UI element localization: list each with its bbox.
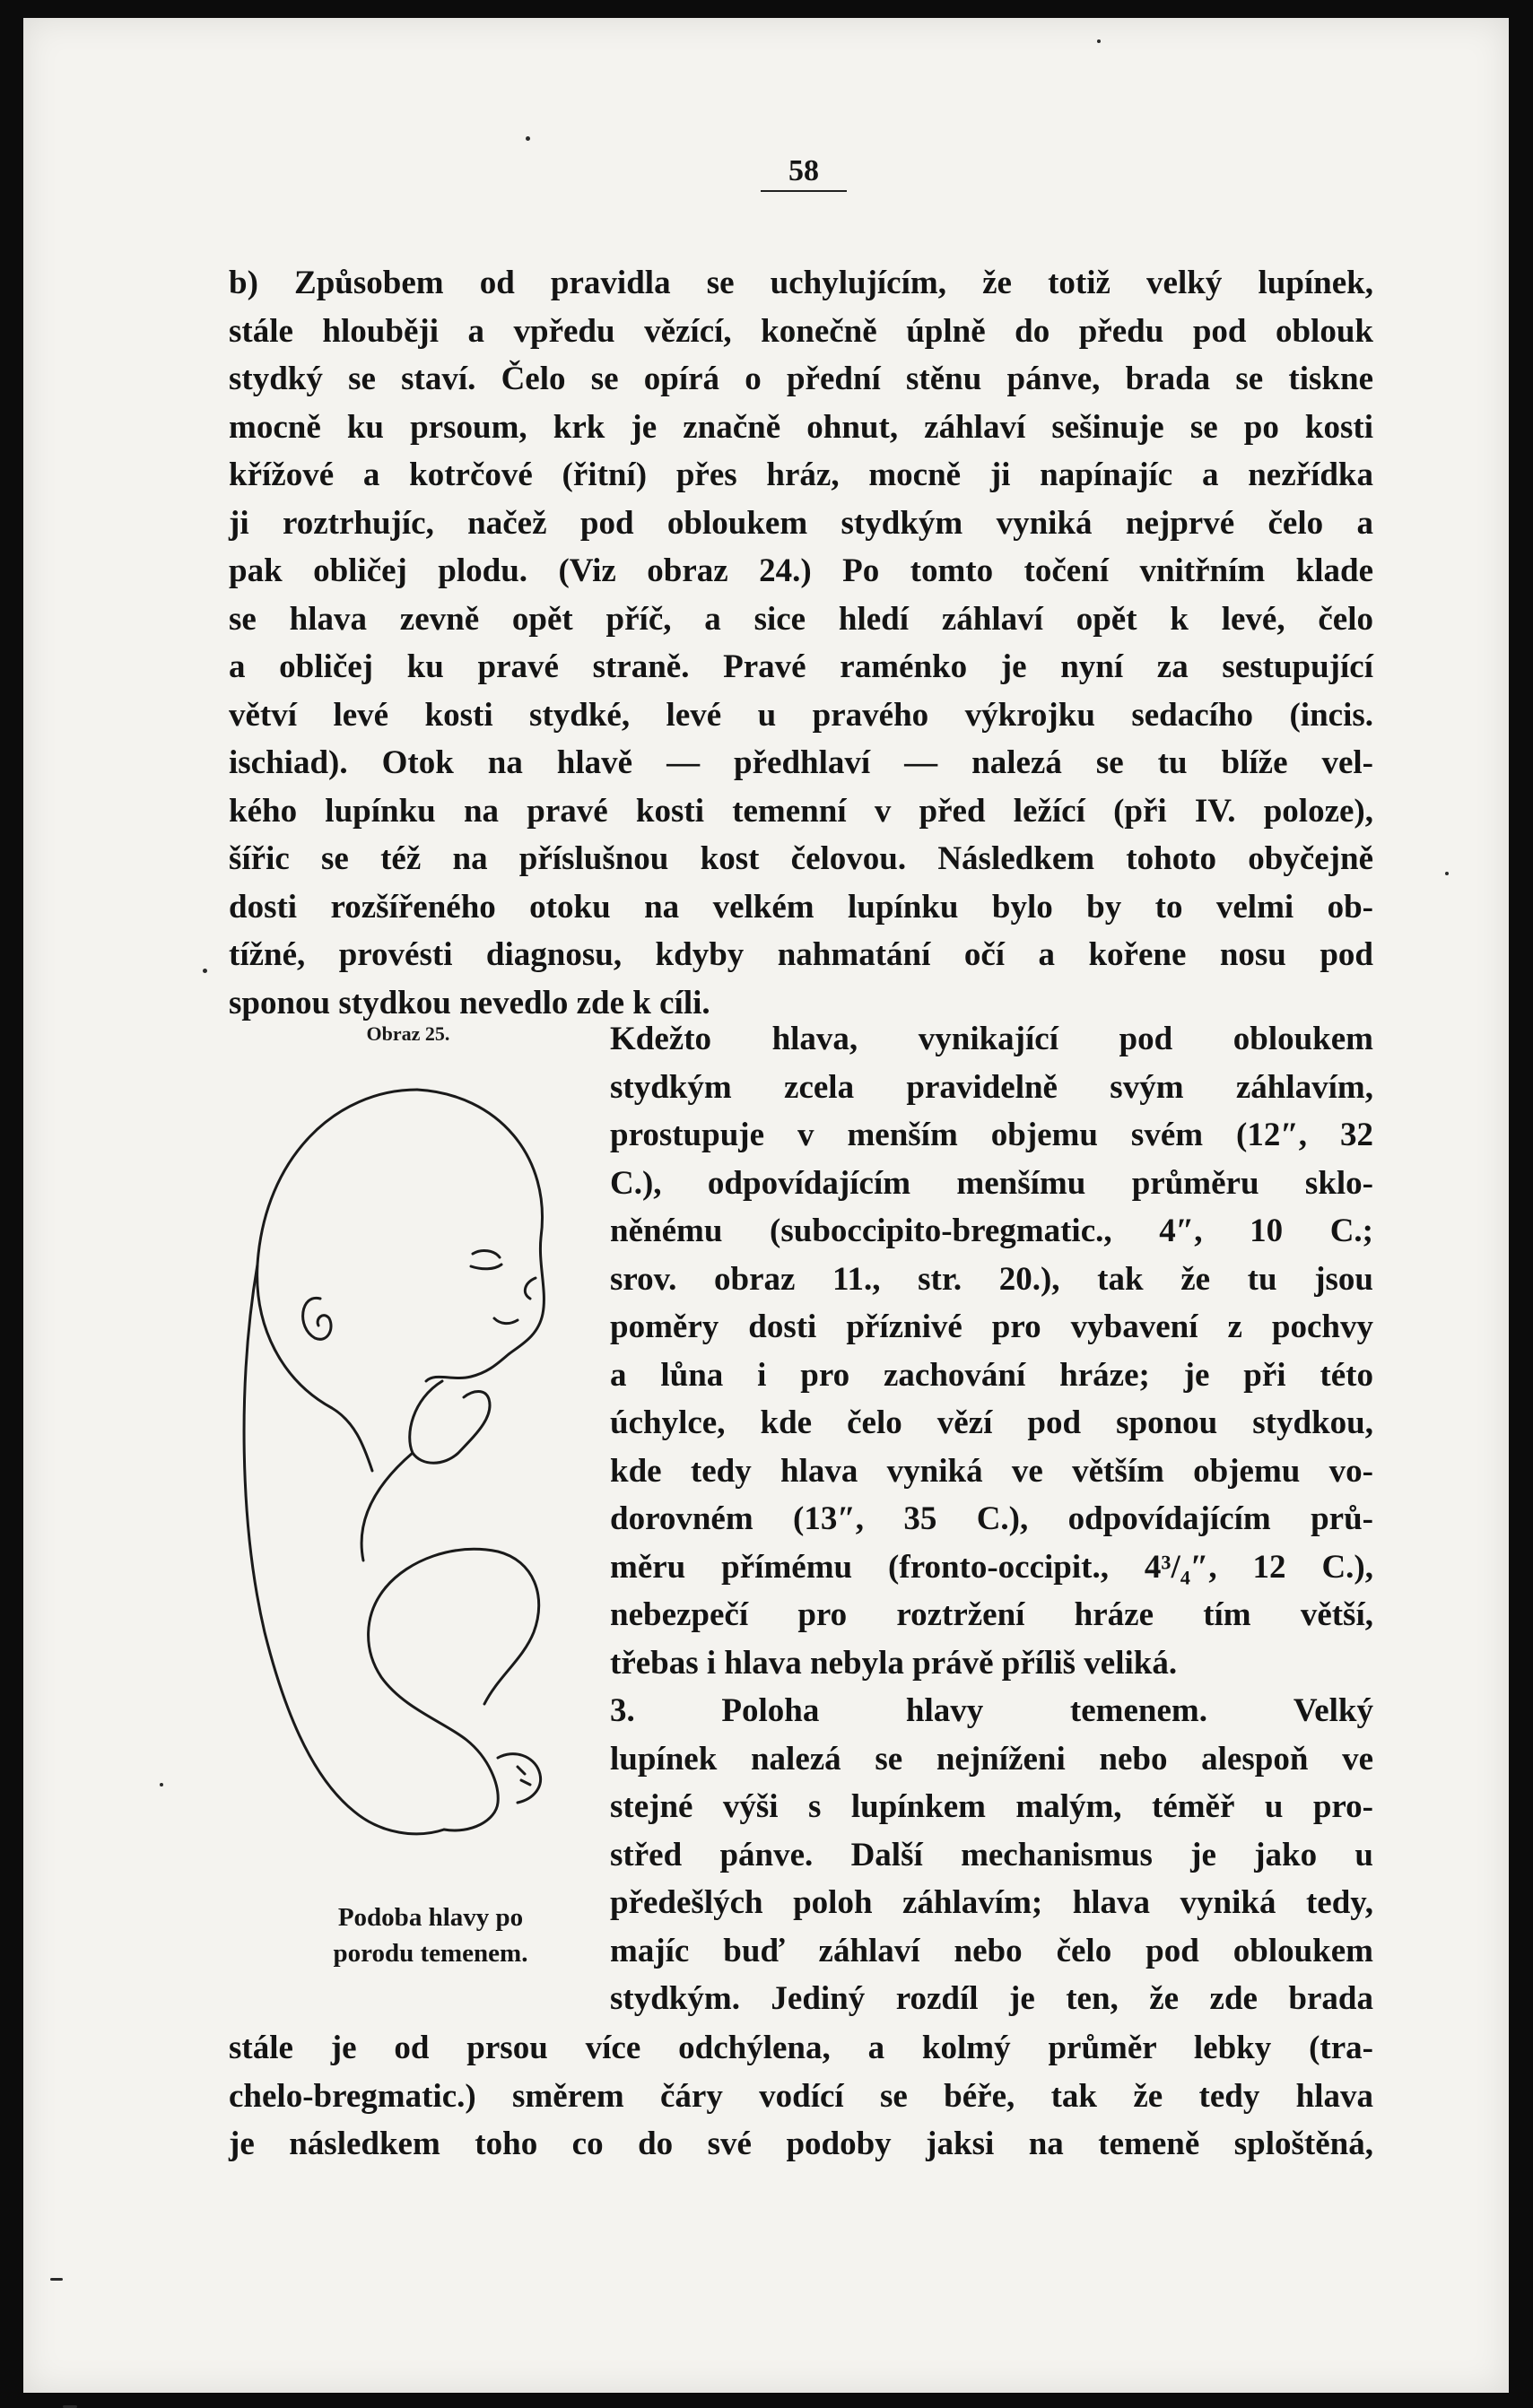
text-line: srov. obraz 11., str. 20.), tak že tu jsou: [610, 1260, 1373, 1298]
figure-illustration-fetus: [229, 1058, 579, 1892]
text-line: kého lupínku na pravé kosti temenní v před ležící (při IV. poloze),: [229, 792, 1373, 830]
text-line: ji roztrhujíc, načež pod obloukem stydkým vyniká nejprvé čelo a: [229, 504, 1373, 542]
text-line: stále je od prsou více odchýlena, a kolmý průměr lebky (tra-: [229, 2030, 1373, 2066]
fetus-nose: [525, 1278, 536, 1299]
fetus-knee: [386, 1549, 539, 1704]
figure-caption-line: Podoba hlavy po: [337, 1903, 524, 1932]
text-line: stydkým. Jediný rozdíl je ten, že zde brada: [610, 1980, 1373, 2017]
text-line: sponou stydkou nevedlo zde k cíli.: [229, 984, 710, 1021]
text-line: nebezpečí pro roztržení hráze tím větší,: [610, 1596, 1373, 1633]
text-line: větví levé kosti stydké, levé u pravého výkrojku sedacího (incis.: [229, 696, 1373, 734]
text-line: a lůna i pro zachování hráze; je při této: [610, 1356, 1373, 1394]
text-line: šířic se též na příslušnou kost čelovou. Následkem tohoto obyčejně: [229, 840, 1373, 877]
fetus-foot: [498, 1754, 541, 1803]
text-line: ischiad). Otok na hlavě — předhlaví — nalezá se tu blíže vel-: [229, 744, 1373, 781]
text-line: b) Způsobem od pravidla se uchylujícím, že totiž velký lupínek,: [229, 265, 1373, 301]
text-line: pak obličej plodu. (Viz obraz 24.) Po tomto točení vnitřním klade: [229, 552, 1373, 589]
figure-caption-line: porodu temenem.: [333, 1939, 528, 1968]
page-number: 58: [761, 154, 847, 192]
fetus-head-outline: [257, 1090, 417, 1471]
text-line: úchylce, kde čelo vězí pod sponou stydkou,: [610, 1404, 1373, 1441]
fetus-mouth: [494, 1318, 518, 1324]
text-line: stále hlouběji a vpředu vězící, konečně úplně do předu pod oblouk: [229, 312, 1373, 350]
fetus-ear: [303, 1298, 331, 1339]
text-line: dosti rozšířeného otoku na velkém lupínku bylo by to velmi ob-: [229, 888, 1373, 926]
text-line: tížné, provésti diagnosu, kdyby nahmatání očí a kořene nosu pod: [229, 936, 1373, 973]
text-line: Kdežto hlava, vynikající pod obloukem: [610, 1021, 1373, 1057]
text-line: třebas i hlava nebyla právě příliš veliká.: [610, 1644, 1178, 1682]
text-line: měru přímému (fronto-occipit., 4³/₄″, 12 C.),: [610, 1548, 1373, 1586]
text-line: prostupuje v menším objemu svém (12″, 32: [610, 1117, 1373, 1153]
figure-caption: [269, 1899, 592, 1971]
text-line: něnému (suboccipito-bregmatic., 4″, 10 C.;: [610, 1213, 1373, 1249]
text-line: předešlých poloh záhlavím; hlava vyniká tedy,: [610, 1884, 1373, 1921]
text-line: mocně ku prsoum, krk je značně ohnut, záhlaví sešinuje se po kosti: [229, 408, 1373, 446]
text-line: a obličej ku pravé straně. Pravé raménko je nyní za sestupující: [229, 648, 1373, 685]
fetus-face-profile: [417, 1090, 544, 1381]
text-line: je následkem toho co do své podoby jaksi na temeně sploštěná,: [229, 2125, 1373, 2162]
figure-label: Obraz 25.: [366, 1022, 450, 1045]
fetus-eye: [471, 1251, 501, 1269]
text-line: lupínek nalezá se nejníženi nebo alespoň ve: [610, 1740, 1373, 1778]
text-line: majíc buď záhlaví nebo čelo pod obloukem: [610, 1932, 1373, 1969]
text-line: stydkým zcela pravidelně svým záhlavím,: [610, 1068, 1373, 1106]
text-line: 3. Poloha hlavy temenem. Velký: [610, 1692, 1373, 1729]
text-line: střed pánve. Další mechanismus je jako u: [610, 1836, 1373, 1873]
text-line: stydký se staví. Čelo se opírá o přední stěnu pánve, brada se tiskne: [229, 361, 1373, 397]
fetus-arm: [361, 1381, 490, 1560]
text-line: křížové a kotrčové (řitní) přes hráz, mocně ji napínajíc a nezřídka: [229, 456, 1373, 493]
text-line: poměry dosti příznivé pro vybavení z pochvy: [610, 1308, 1373, 1345]
fetus-leg: [369, 1587, 499, 1830]
text-line: C.), odpovídajícím menšímu průměru sklo-: [610, 1164, 1373, 1202]
text-line: chelo-bregmatic.) směrem čáry vodící se béře, tak že tedy hlava: [229, 2077, 1373, 2115]
text-line: kde tedy hlava vyniká ve větším objemu vo-: [610, 1452, 1373, 1490]
text-line: dorovném (13″, 35 C.), odpovídajícím prů-: [610, 1500, 1373, 1537]
text-line: stejné výši s lupínkem malým, téměř u pro-: [610, 1788, 1373, 1825]
text-line: se hlava zevně opět příč, a sice hledí záhlaví opět k levé, čelo: [229, 600, 1373, 638]
